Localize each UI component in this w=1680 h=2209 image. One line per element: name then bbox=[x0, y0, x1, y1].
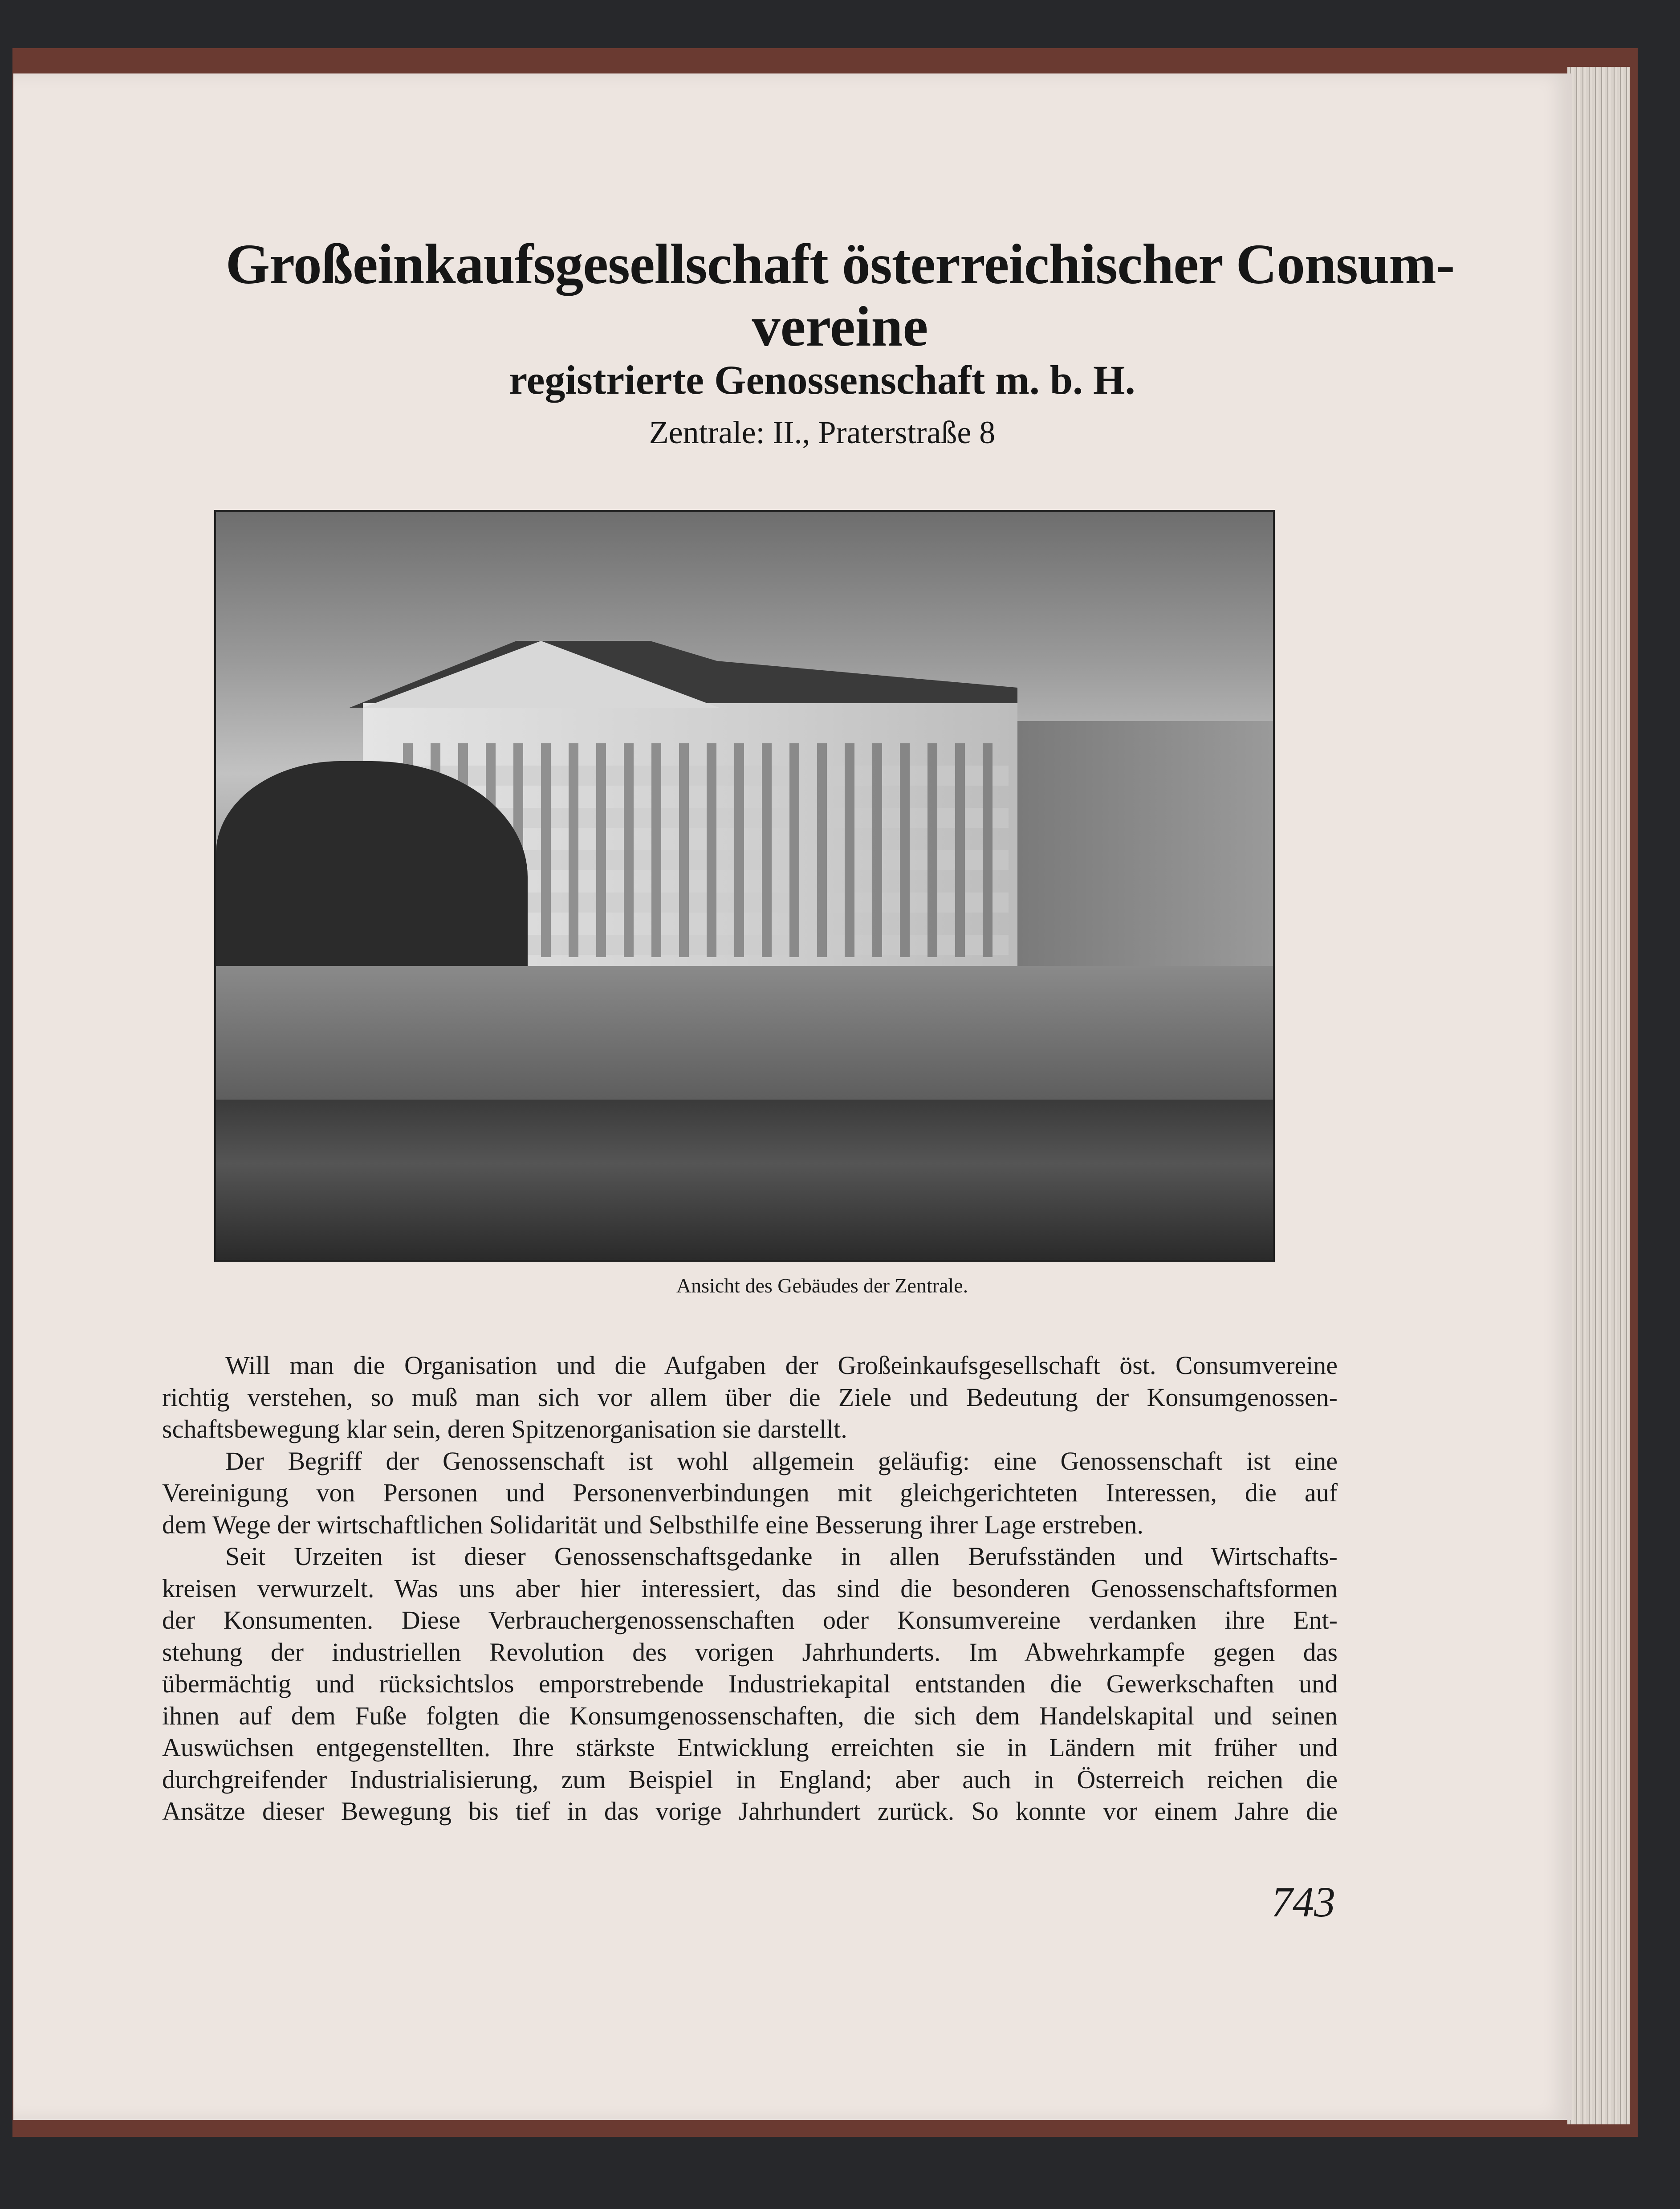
page-subtitle: registrierte Genossenschaft m. b. H. bbox=[509, 357, 1135, 403]
photo-trees bbox=[216, 761, 528, 993]
page-title-line-2: vereine bbox=[752, 295, 928, 358]
text-line: durchgreifender Industrialisierung, zum Beispiel in England; aber auch in Österreich reichen die bbox=[162, 1765, 1338, 1794]
text-line: der Konsumenten. Diese Verbrauchergenossenschaften oder Konsumvereine verdanken ihre Ent- bbox=[162, 1606, 1338, 1634]
text-line: stehung der industriellen Revolution des vorigen Jahrhunderts. Im Abwehrkampfe gegen das bbox=[162, 1637, 1338, 1667]
text-line: Der Begriff der Genossenschaft ist wohl allgemein geläufig: eine Genossenschaft ist eine bbox=[225, 1446, 1338, 1475]
photo-caption: Ansicht des Gebäudes der Zentrale. bbox=[676, 1274, 968, 1297]
text-line: richtig verstehen, so muß man sich vor allem über die Ziele und Bedeutung der Konsumgenossen- bbox=[162, 1382, 1338, 1412]
text-line: dem Wege der wirtschaftlichen Solidarität und Selbsthilfe eine Besserung ihrer Lage erstreben. bbox=[162, 1510, 1143, 1539]
building-photo bbox=[214, 510, 1275, 1262]
text-line: Will man die Organisation und die Aufgaben der Großeinkaufsgesellschaft öst. Consumvereine bbox=[225, 1351, 1338, 1380]
text-line: Ansätze dieser Bewegung bis tief in das vorige Jahrhundert zurück. So konnte vor einem Jahre die bbox=[162, 1797, 1338, 1826]
text-line: schaftsbewegung klar sein, deren Spitzenorganisation sie darstellt. bbox=[162, 1414, 847, 1443]
text-line: Seit Urzeiten ist dieser Genossenschaftsgedanke in allen Berufsständen und Wirtschafts- bbox=[225, 1542, 1338, 1571]
text-line: ihnen auf dem Fuße folgten die Konsumgenossenschaften, die sich dem Handelskapital und seinen bbox=[162, 1701, 1338, 1730]
text-line: übermächtig und rücksichtslos emporstrebende Industriekapital entstanden die Gewerkschaften und bbox=[162, 1669, 1338, 1698]
text-line: Auswüchsen entgegenstellten. Ihre stärkste Entwicklung erreichten sie in Ländern mit früher und bbox=[162, 1733, 1338, 1762]
page-title-line-1: Großeinkaufsgesellschaft österreichischer Consum- bbox=[225, 232, 1455, 296]
page-number: 743 bbox=[1271, 1878, 1335, 1926]
text-line: Vereinigung von Personen und Personenverbindungen mit gleichgerichteten Interessen, die auf bbox=[162, 1478, 1338, 1507]
address-line: Zentrale: II., Praterstraße 8 bbox=[649, 415, 996, 450]
photo-river bbox=[216, 1100, 1273, 1260]
photo-neighbor-buildings bbox=[1017, 721, 1273, 970]
photo-embankment-wall bbox=[216, 966, 1273, 1100]
body-text bbox=[162, 1349, 1338, 1827]
text-line: kreisen verwurzelt. Was uns aber hier interessiert, das sind die besonderen Genossenschaftsformen bbox=[162, 1573, 1338, 1603]
